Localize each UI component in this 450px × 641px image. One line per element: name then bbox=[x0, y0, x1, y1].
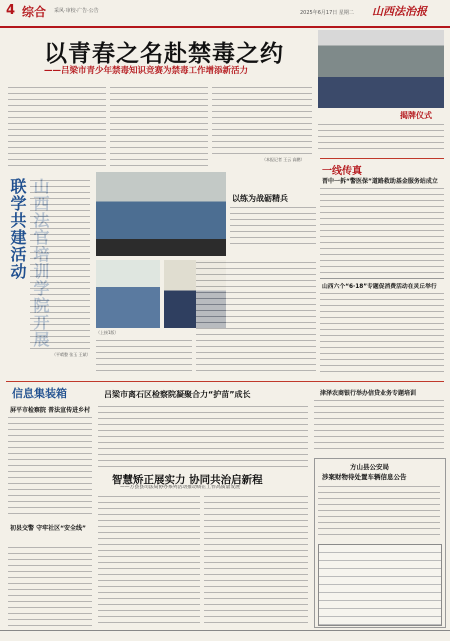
lead-body-col2 bbox=[110, 85, 208, 170]
vertical-headline: 联学共建活动 bbox=[8, 178, 27, 280]
bottom-body-col2 bbox=[204, 494, 308, 626]
yixian-body bbox=[320, 186, 444, 274]
notice-body bbox=[318, 484, 440, 540]
combat-title: 以练为战砺精兵 bbox=[232, 194, 288, 203]
bottom-subheadline: ——万县县司法局协办系列活动推动矫正工作高质量发展 bbox=[120, 485, 240, 490]
bottom-headline: 智慧矫正展实力 协同共治启新程 bbox=[112, 474, 263, 486]
issue-date: 2025年6月17日 星期二 bbox=[300, 10, 354, 16]
lead-body-col3 bbox=[212, 85, 312, 157]
yixian-story-title: 晋中一拆“警医保”道路救助基金服务站成立 bbox=[322, 178, 438, 185]
page-footer bbox=[0, 630, 450, 641]
unveil-caption: 揭牌仪式 bbox=[400, 111, 432, 120]
masthead bbox=[0, 0, 450, 28]
lead-headline: 以青春之名赴禁毒之约 bbox=[44, 40, 284, 67]
unveil-photo bbox=[318, 30, 444, 108]
left-signer: （平晴整 张玉 王斌） bbox=[52, 352, 91, 357]
lead-subheadline: ——吕梁市青少年禁毒知识竞赛为禁毒工作增添新活力 bbox=[44, 66, 249, 76]
training-title: 津泽农商银行举办信贷业务专题培训 bbox=[320, 390, 417, 397]
info-item-2-title: 初县交警 守牢社区“安全线” bbox=[10, 525, 86, 532]
info-item-1-body bbox=[8, 415, 92, 519]
yixian-rule bbox=[320, 158, 444, 159]
bottom-body-col1 bbox=[98, 494, 200, 626]
training-body bbox=[314, 398, 444, 454]
notice-title-line2: 涉案财物待处置车辆信息公告 bbox=[322, 473, 407, 481]
mid-story-body bbox=[98, 404, 308, 468]
info-label: 信息集装箱 bbox=[12, 387, 67, 400]
combat-body bbox=[230, 205, 316, 245]
lead-body-col1 bbox=[8, 85, 106, 170]
photo-continue: （上接1版） bbox=[96, 330, 119, 335]
shanxi-title: 山西六个“6·18”专题促消费活动在灵丘举行 bbox=[322, 284, 437, 290]
info-item-2-body bbox=[8, 545, 92, 627]
newspaper-logo: 山西法治报 bbox=[372, 5, 427, 18]
notice-title-line1: 方山县公安局 bbox=[350, 463, 389, 471]
info-item-1-title: 屏平市检察院 普法宣传进乡村 bbox=[10, 407, 91, 414]
lead-signer: （本报记者 王云 高鹏） bbox=[262, 157, 305, 162]
shanxi-body bbox=[320, 291, 444, 377]
yixian-label: 一线传真 bbox=[322, 166, 362, 177]
training-photo bbox=[96, 260, 160, 328]
left-column-text bbox=[30, 178, 90, 354]
section-name: 综合 bbox=[22, 5, 47, 19]
combat-body-2 bbox=[196, 260, 316, 376]
mid-rule bbox=[6, 381, 444, 382]
unveil-text bbox=[318, 122, 444, 154]
section-subtitle: 采风·审校·广告·公告 bbox=[54, 8, 99, 14]
mid-story-title: 吕梁市离石区检察院凝聚合力“护苗”成长 bbox=[104, 390, 251, 399]
page-number: 4 bbox=[6, 3, 16, 18]
shanxi-rule bbox=[320, 278, 444, 279]
notice-table bbox=[318, 544, 442, 626]
police-group-photo bbox=[96, 172, 226, 256]
center-body bbox=[96, 338, 192, 376]
